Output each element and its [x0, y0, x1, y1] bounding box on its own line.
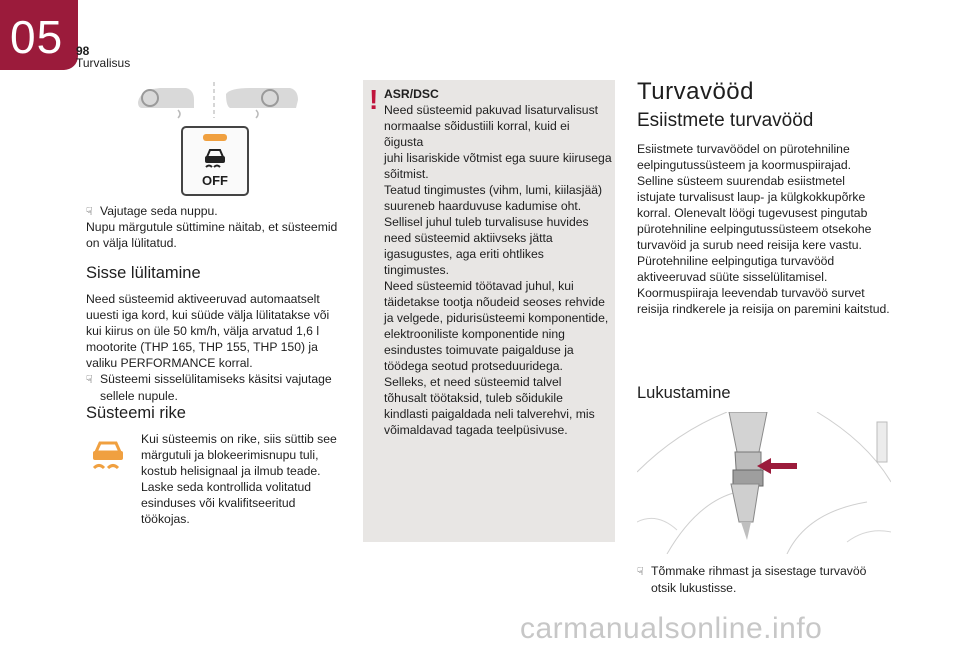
- off-label: OFF: [202, 173, 228, 188]
- locking-instruction: ☟ Tõmmake rihmast ja sisestage turvavöö otsik lukustisse.: [637, 564, 867, 595]
- malfunction-heading: Süsteemi rike: [86, 404, 186, 422]
- section-name: Turvalisus: [76, 56, 131, 70]
- skidding-car-icon: [201, 146, 229, 170]
- bullet-icon: ☟: [86, 374, 93, 386]
- warning-text: ASR/DSC Need süsteemid pakuvad lisaturvalisust normaalse sõidustiili korral, kuid ei õigusta juhi lisariskide võtmist ega suure kiirusega sõitmist. Teatud tingimustes (vihm, lumi, kiilasjää) suureneb haarduvuse kadumise oht. Sellisel juhul tuleb turvalisuse huvides need süsteemid aktiivseks jätta igasugustes, aga eriti ohtlikes tingimustes. Need süsteemid töötavad juhul, kui täidetakse tootja nõudeid seoses rehvide ja velgede, pidurisüsteemi komponentide, elektrooniliste komponentide ning esindustes toimuvate paigalduse ja töödega seotud protseduuridega. Selleks, et need süsteemid talvel tõhusalt töötaksid, tuleb sõidukile kindlasti paigaldada neli talverehvi, mis võimaldavad tagada teelpüsivuse.: [384, 87, 612, 437]
- malfunction-body: Kui süsteemis on rike, siis süttib see märgutuli ja blokeerimisnupu tuli, kostub helisignaal ja ilmub teade. Laske seda kontrollida volitatud esinduses või kvalifitseeritud töökojas.: [141, 432, 337, 526]
- warning-exclamation-icon: !: [369, 84, 379, 115]
- indicator-note-2: on välja lülitatud.: [86, 236, 177, 250]
- dsc-warning-icon: [88, 438, 128, 472]
- indicator-light: [203, 134, 227, 141]
- front-seatbelts-heading: Esiistmete turvavööd: [637, 110, 814, 131]
- chapter-number: 05: [10, 11, 64, 63]
- wheel-slip-illustration: [130, 80, 310, 120]
- warning-title: ASR/DSC: [384, 87, 439, 101]
- watermark: carmanualsonline.info: [520, 612, 823, 645]
- bullet-icon: ☟: [86, 206, 93, 218]
- front-seatbelts-body: Esiistmete turvavöödel on pürotehniline eelpingutussüsteem ja koormuspiirajad. Selline süsteem suurendab esiistmetel istujate turvalisust laup- ja külgkokkupõrke korral. Olenevalt löögi tugevusest pingutab pürotehniline eelpingutussüsteem otsekohe turvavöid ja surub need reisija kere vastu. Pürotehniline eelpingutiga turvavööd aktiveeruvad süüte sisselülitamisel. Koormuspiiraja leevendab turvavöö survet reisija rindkerele ja reisija on paremini kaitstud.: [637, 142, 890, 316]
- locking-heading: Lukustamine: [637, 384, 731, 402]
- section-title: Turvavööd: [637, 78, 754, 105]
- reactivation-heading: Sisse lülitamine: [86, 264, 201, 282]
- bullet-icon: ☟: [637, 566, 644, 578]
- reactivation-body: Need süsteemid aktiveeruvad automaatselt uuesti iga kord, kui süüde välja lülitatakse või kui kiirus on üle 50 km/h, välja arvatud 1,6 l mootorite (THP 165, THP 155, THP 150) ja valiku PERFORMANCE korral. ☟ Süsteemi sisselülitamiseks käsitsi vajutage sellele nupule.: [86, 292, 332, 403]
- instruction-text: ☟ Vajutage seda nuppu.: [86, 204, 218, 218]
- indicator-note-1: Nupu märgutule süttimine näitab, et süsteemid: [86, 220, 338, 234]
- seatbelt-buckle-illustration: [637, 412, 891, 554]
- dsc-off-button: [181, 126, 249, 196]
- page-number: 98: [76, 44, 90, 58]
